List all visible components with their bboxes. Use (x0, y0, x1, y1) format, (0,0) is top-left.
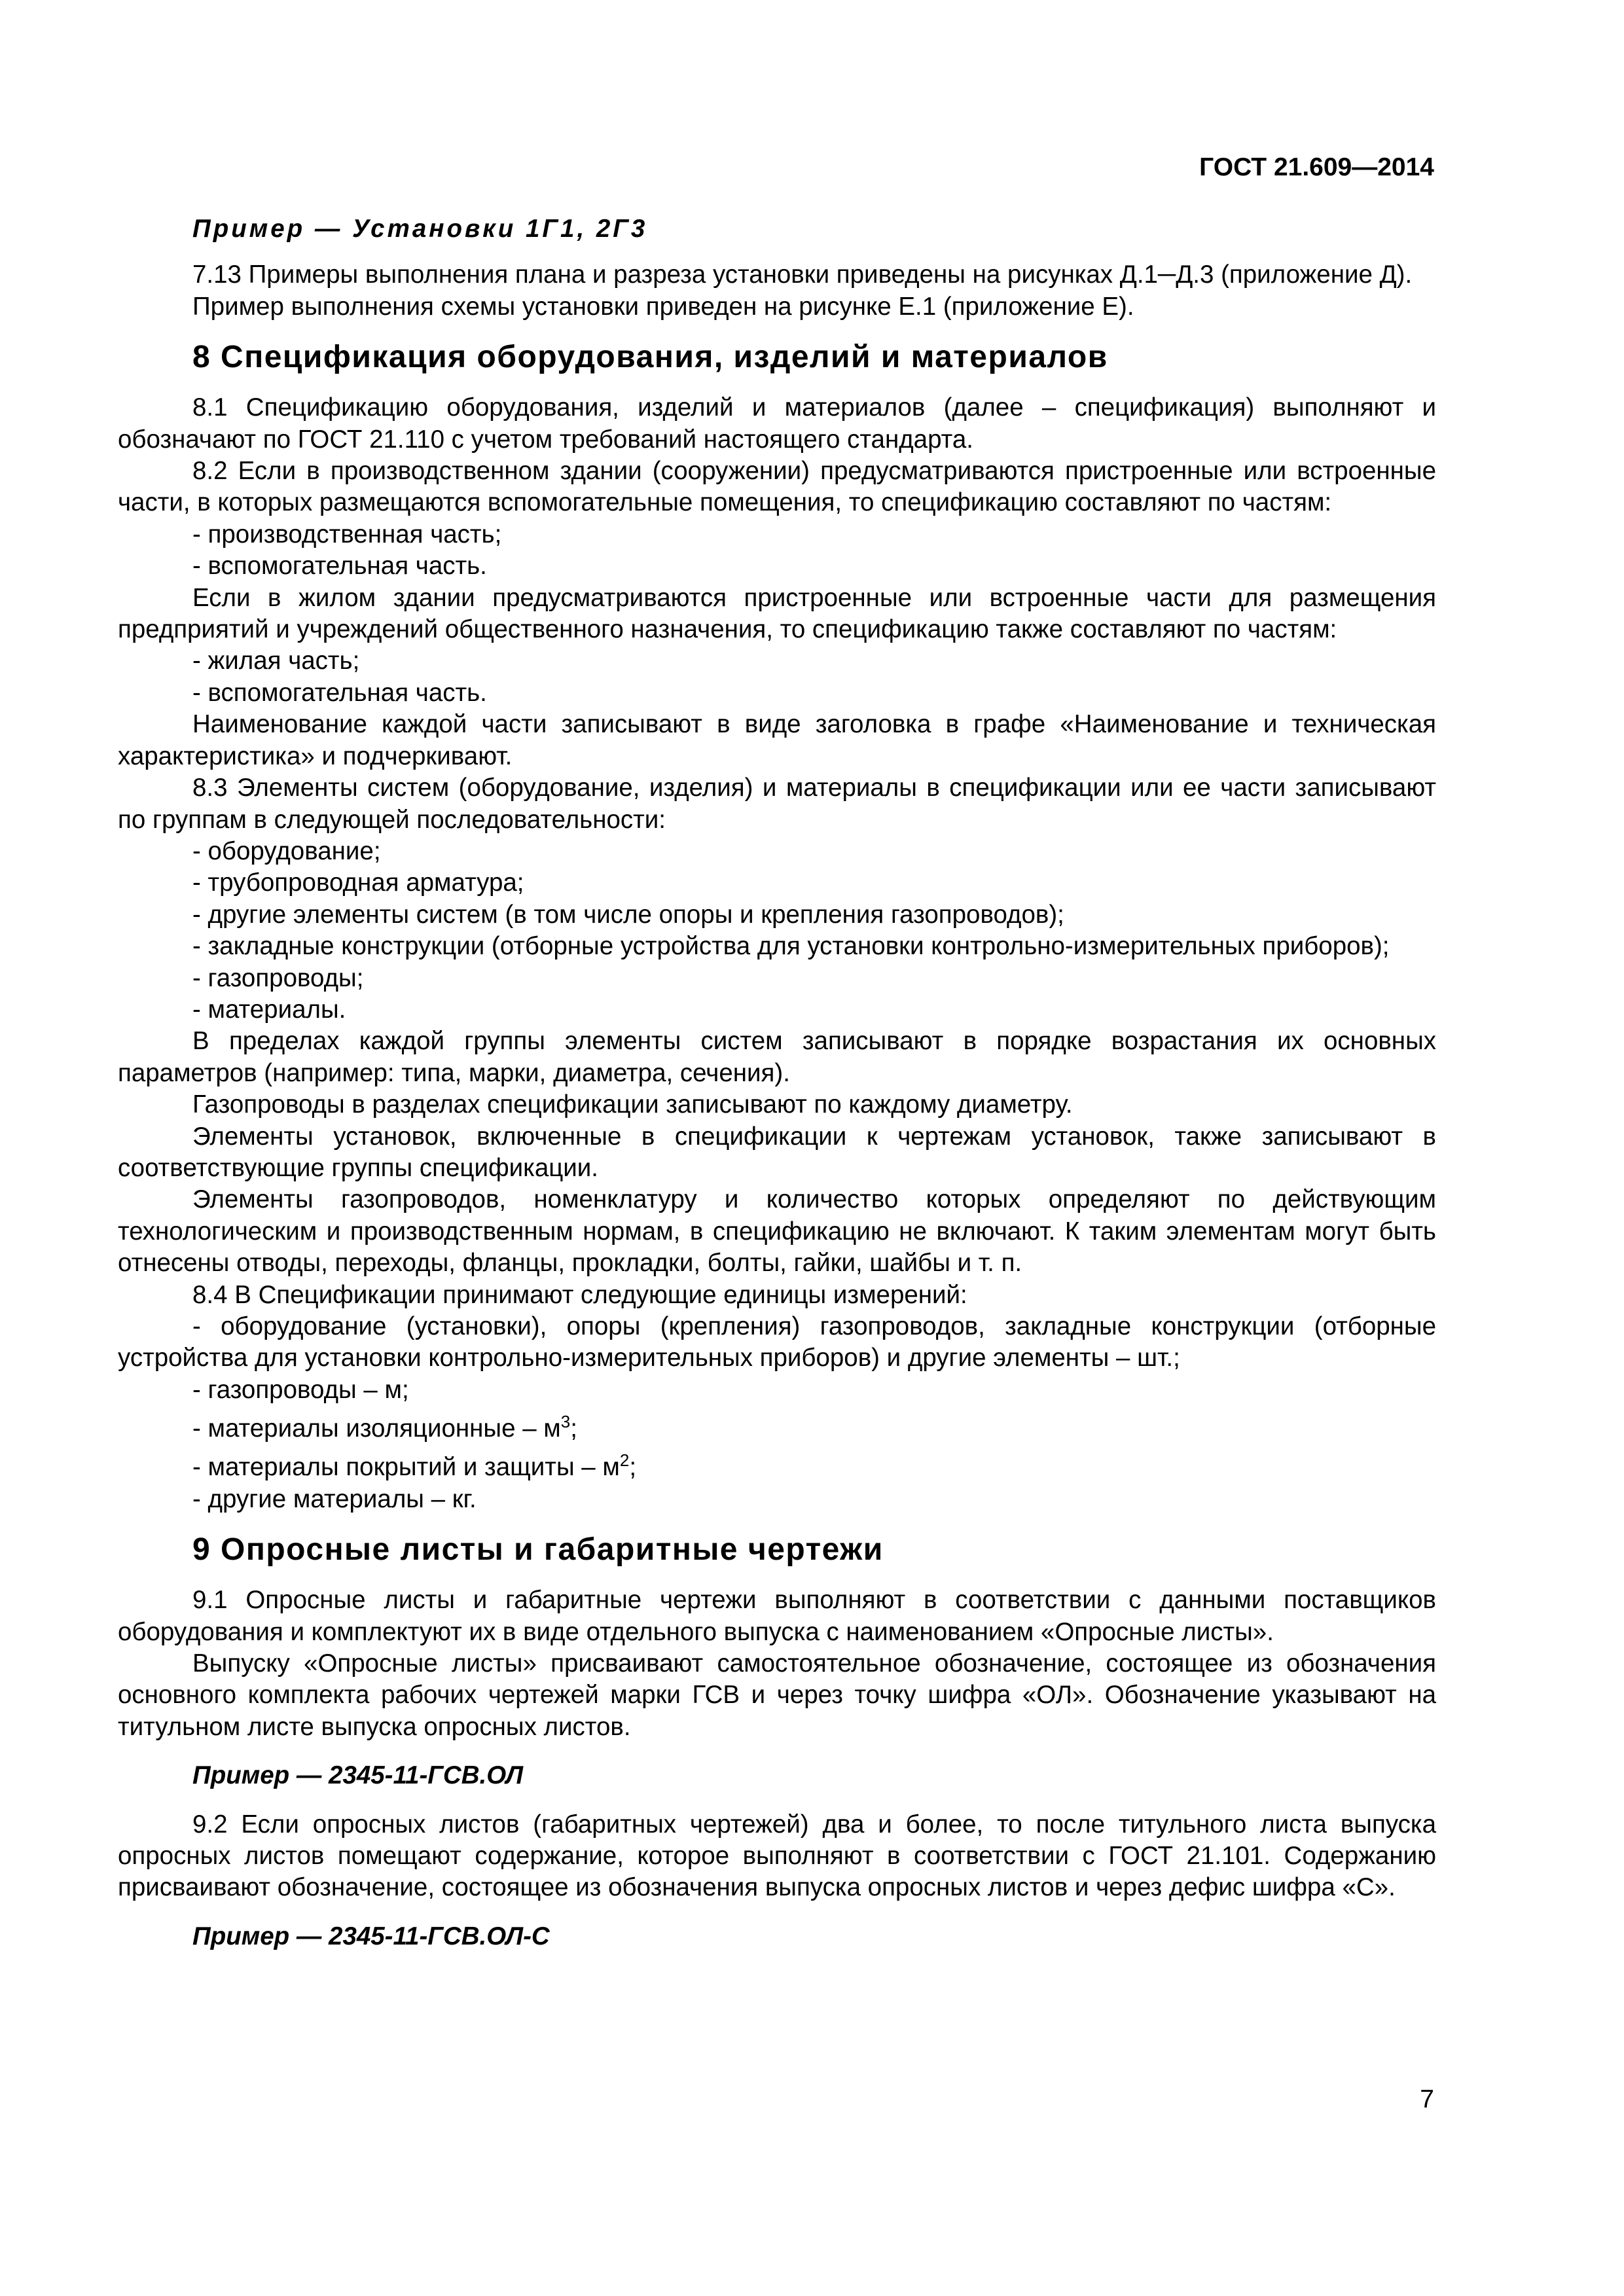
list-item: - жилая часть; (192, 647, 360, 675)
unit-superscript: 3 (560, 1412, 571, 1432)
paragraph-8-3: 8.3 Элементы систем (оборудование, изделия) и материалы в спецификации или ее части записывают по группам в следующей последовательности: (118, 774, 1436, 834)
page-body (118, 213, 1436, 1952)
list-item: - другие элементы систем (в том числе опоры и крепления газопроводов); (192, 900, 1064, 929)
list-item: - закладные конструкции (отборные устройства для установки контрольно-измерительных приборов); (192, 932, 1390, 961)
section-9-heading: 9 Опросные листы и габаритные чертежи (192, 1532, 884, 1568)
list-item (118, 1444, 1436, 1483)
paragraph-8-2: 8.2 Если в производственном здании (сооружении) предусматриваются пристроенные или встроенные части, в которых размещаются вспомогательные помещения, то спецификацию составляют по частям: (118, 457, 1436, 517)
list-item: - газопроводы; (192, 963, 364, 992)
paragraph-pipeline-elements: Элементы газопроводов, номенклатуру и количество которых определяют по действующим технологическим и производственным нормам, в спецификацию не включают. К таким элементам могут быть отнесены отводы, переходы, фланцы, прокладки, болты, гайки, шайбы и т. п. (118, 1185, 1436, 1278)
paragraph-9-1: 9.1 Опросные листы и габаритные чертежи выполняют в соответствии с данными поставщиков оборудования и комплектуют их в виде отдельного выпуска с наименованием «Опросные листы». (118, 1586, 1436, 1646)
list-item: - вспомогательная часть. (192, 552, 487, 581)
list-item: - другие материалы – кг. (192, 1484, 477, 1513)
list-item (118, 1406, 1436, 1444)
standard-header: ГОСТ 21.609—2014 (1199, 153, 1434, 181)
punctuation: ; (629, 1453, 637, 1482)
paragraph-8-4: 8.4 В Спецификации принимают следующие единицы измерений: (192, 1280, 967, 1309)
paragraph-group-order: В пределах каждой группы элементы систем записывают в порядке возрастания их основных параметров (например: типа, марки, диаметра, сечения). (118, 1027, 1436, 1087)
paragraph-7-13: 7.13 Примеры выполнения плана и разреза установки приведены на рисунках Д.1─Д.3 (приложение Д). (192, 260, 1413, 289)
paragraph-pipe-diameter: Газопроводы в разделах спецификации записывают по каждому диаметру. (192, 1090, 1073, 1119)
paragraph-installation-elements: Элементы установок, включенные в спецификации к чертежам установок, также записывают в соответствующие группы спецификации. (118, 1122, 1436, 1182)
example-installations: Пример — Установки 1Г1, 2Г3 (192, 215, 648, 243)
list-item: - газопроводы – м; (192, 1375, 409, 1404)
paragraph-7-13-scheme: Пример выполнения схемы установки приведен на рисунке Е.1 (приложение Е). (192, 292, 1134, 321)
unit-superscript: 2 (619, 1450, 630, 1471)
example-designation: Пример — 2345-11-ГСВ.ОЛ (192, 1761, 524, 1790)
paragraph-release-designation: Выпуску «Опросные листы» присваивают самостоятельное обозначение, состоящее из обозначения основного комплекта рабочих чертежей марки ГСВ и через точку шифра «ОЛ». Обозначение указывают на титульном листе выпуска опросных листов. (118, 1649, 1436, 1741)
page-number: 7 (1420, 2085, 1434, 2113)
list-item: - оборудование (установки), опоры (крепления) газопроводов, закладные конструкции (отборные устройства для установки контрольно-измерительных приборов) и другие элементы – шт.; (118, 1312, 1436, 1372)
punctuation: ; (570, 1414, 577, 1443)
paragraph-residential: Если в жилом здании предусматриваются пристроенные или встроенные части для размещения предприятий и учреждений общественного назначения, то спецификацию также составляют по частям: (118, 583, 1436, 644)
list-item: - оборудование; (192, 836, 381, 865)
paragraph-9-2: 9.2 Если опросных листов (габаритных чертежей) два и более, то после титульного листа выпуска опросных листов помещают содержание, которое выполняют в соответствии с ГОСТ 21.101. Содержанию присваивают обозначение, состоящее из обозначения выпуска опросных листов и через дефис шифра «С». (118, 1810, 1436, 1902)
list-item: - вспомогательная часть. (192, 678, 487, 707)
paragraph-8-1: 8.1 Спецификацию оборудования, изделий и материалов (далее – спецификация) выполняют и обозначают по ГОСТ 21.110 с учетом требований настоящего стандарта. (118, 393, 1436, 454)
list-item: - производственная часть; (192, 520, 502, 548)
list-item: - материалы. (192, 995, 346, 1024)
list-item: - трубопроводная арматура; (192, 869, 524, 897)
example-contents-designation: Пример — 2345-11-ГСВ.ОЛ-С (192, 1922, 550, 1950)
paragraph-part-names: Наименование каждой части записывают в виде заголовка в графе «Наименование и техническая характеристика» и подчеркивают. (118, 710, 1436, 770)
section-8-heading: 8 Спецификация оборудования, изделий и материалов (192, 340, 1108, 375)
unit-text: - материалы изоляционные – м (192, 1414, 561, 1443)
unit-text: - материалы покрытий и защиты – м (192, 1453, 620, 1482)
